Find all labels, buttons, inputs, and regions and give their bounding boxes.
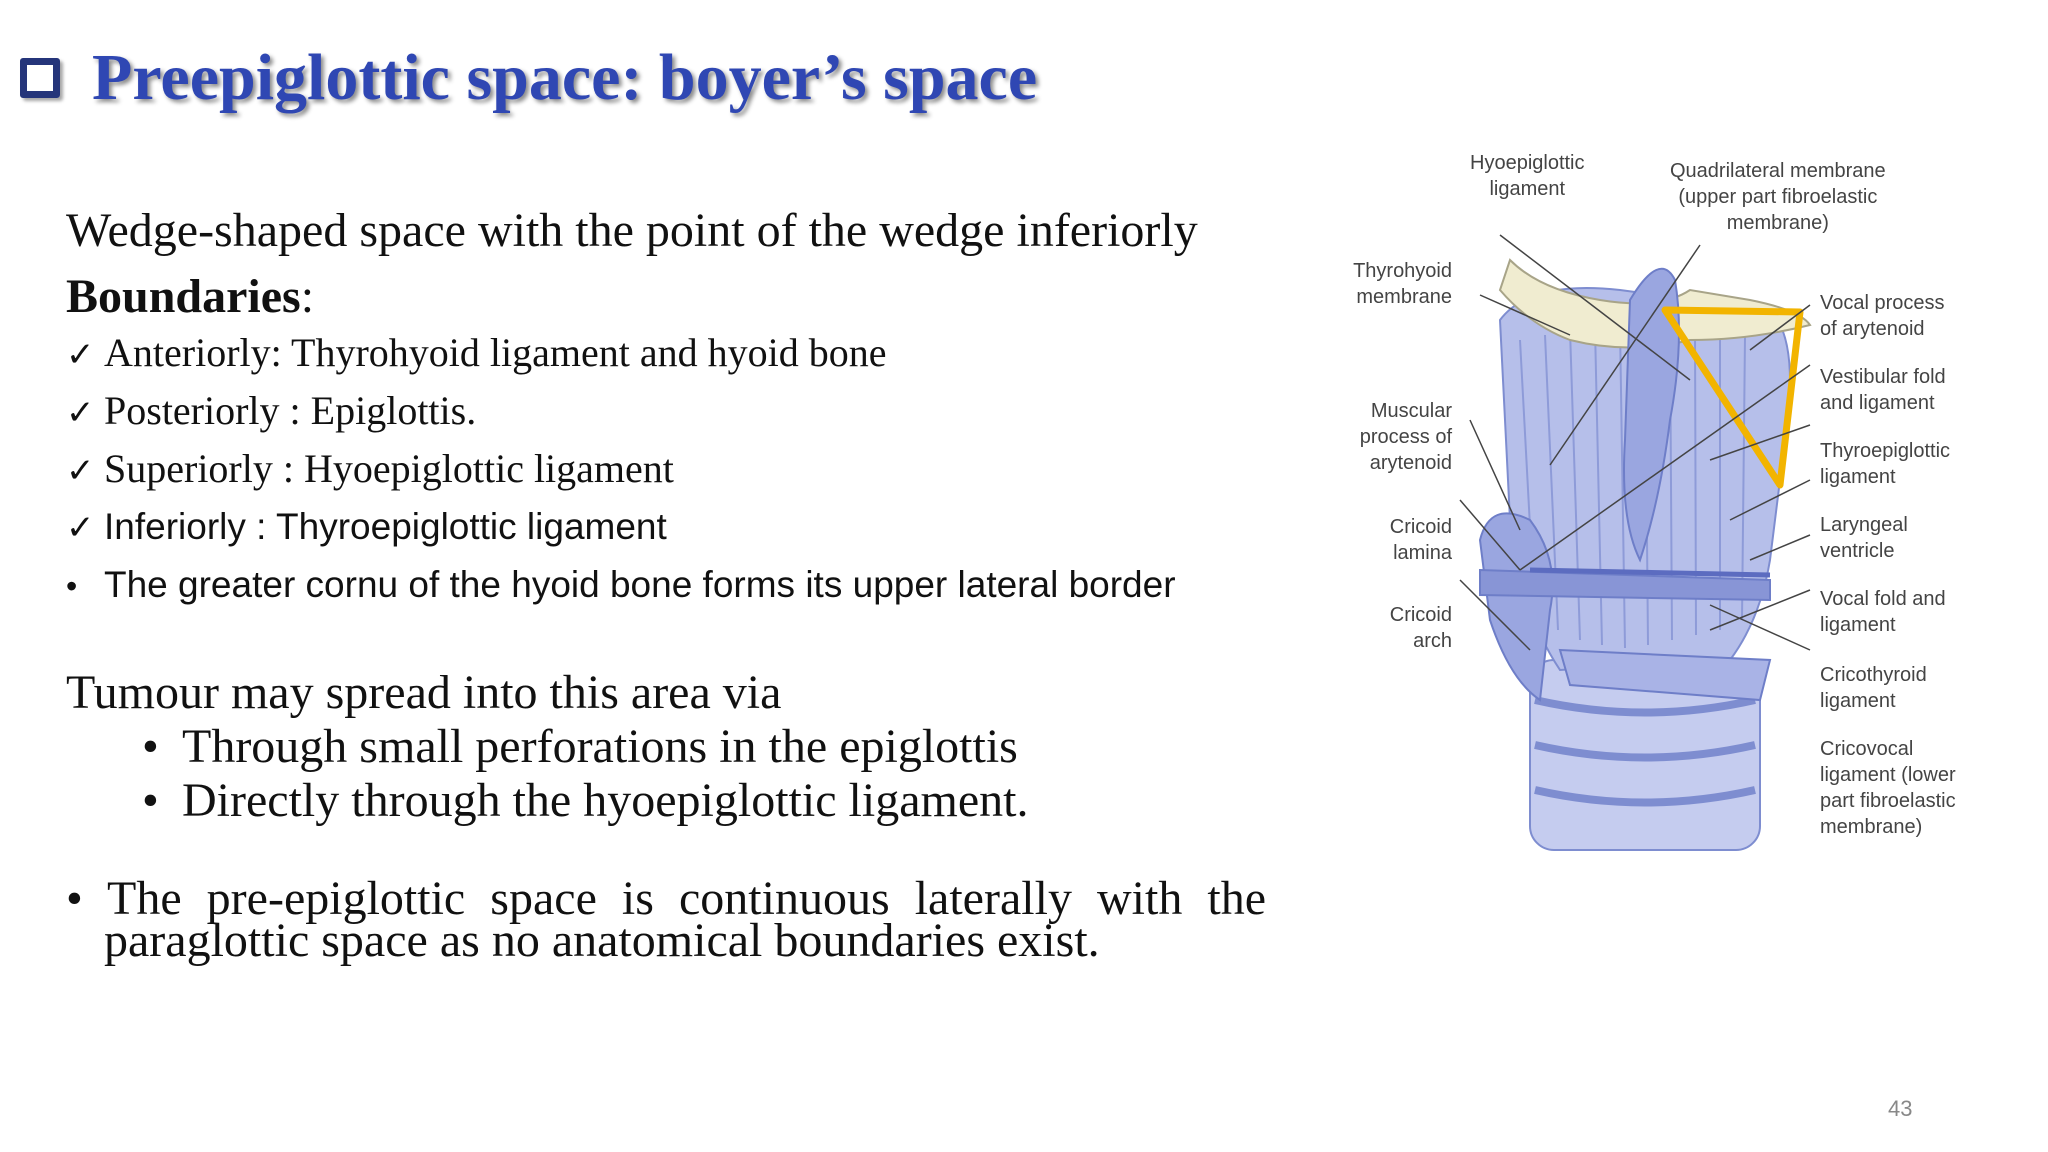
label-vocal-process: Vocal process of arytenoid — [1820, 292, 1945, 340]
boundary-item — [66, 498, 1266, 556]
label-quadrilateral-membrane: Quadrilateral membrane (upper part fibroelastic membrane) — [1670, 160, 1886, 234]
slide-content — [66, 204, 1267, 967]
label-hyoepiglottic-ligament: Hyoepiglottic ligament — [1470, 152, 1585, 200]
checkmark-icon: ✓ — [66, 335, 95, 375]
continuity-text: The pre-epiglottic space is continuous laterally with the paraglottic space as no anatomical boundaries exist. — [104, 872, 1267, 967]
bullet-icon: • — [142, 720, 159, 773]
label-thyroepiglottic-ligament: Thyroepiglottic ligament — [1820, 440, 1951, 488]
boundary-item — [66, 382, 1266, 440]
larynx-diagram — [1330, 140, 2030, 860]
continuity-note: • The pre-epiglottic space is continuous laterally with the paraglottic space as no anatomical boundaries exist. — [66, 872, 1267, 967]
route-text: Directly through the hyoepiglottic ligament. — [182, 774, 1029, 827]
label-muscular-process: Muscular process of arytenoid — [1359, 400, 1452, 474]
checkbox-bullet-icon — [20, 58, 60, 98]
tumour-route — [66, 720, 1266, 774]
boundaries-colon: : — [300, 270, 315, 323]
bullet-icon: • — [142, 774, 159, 827]
page-number: 43 — [1888, 1096, 1913, 1121]
boundary-text: Anteriorly: Thyrohyoid ligament and hyoid bone — [104, 330, 887, 375]
label-vestibular-fold: Vestibular fold and ligament — [1820, 366, 1946, 414]
label-cricoid-lamina: Cricoid lamina — [1389, 516, 1452, 564]
slide-title: Preepiglottic space: boyer’s space — [92, 41, 1038, 114]
bullet-icon: • — [66, 568, 78, 604]
boundary-item — [66, 440, 1266, 498]
tumour-heading: Tumour may spread into this area via — [66, 666, 782, 719]
checkmark-icon: ✓ — [66, 508, 95, 548]
boundary-text: Inferiorly : Thyroepiglottic ligament — [104, 506, 667, 547]
tumour-route — [66, 774, 1266, 828]
label-thyrohyoid-membrane: Thyrohyoid membrane — [1353, 260, 1452, 308]
cornu-text: The greater cornu of the hyoid bone forms its upper lateral border — [104, 564, 1176, 605]
label-vocal-fold: Vocal fold and ligament — [1820, 588, 1946, 636]
boundary-text: Superiorly : Hyoepiglottic ligament — [104, 446, 674, 491]
label-cricovocal-ligament: Cricovocal ligament (lower part fibroelastic membrane) — [1820, 738, 1956, 838]
boundaries-heading — [66, 270, 1266, 324]
label-laryngeal-ventricle: Laryngeal ventricle — [1820, 514, 1908, 562]
boundary-text: Posteriorly : Epiglottis. — [104, 388, 477, 433]
wedge-description: Wedge-shaped space with the point of the wedge inferiorly — [66, 204, 1198, 257]
cornu-note — [66, 556, 1266, 614]
route-text: Through small perforations in the epiglottis — [182, 720, 1018, 773]
boundary-item — [66, 324, 1266, 382]
boundaries-label: Boundaries — [66, 270, 301, 323]
checkmark-icon: ✓ — [66, 393, 95, 433]
title-row — [20, 38, 1037, 118]
label-cricothyroid-ligament: Cricothyroid ligament — [1820, 664, 1927, 712]
checkmark-icon: ✓ — [66, 451, 95, 491]
label-cricoid-arch: Cricoid arch — [1389, 604, 1452, 652]
